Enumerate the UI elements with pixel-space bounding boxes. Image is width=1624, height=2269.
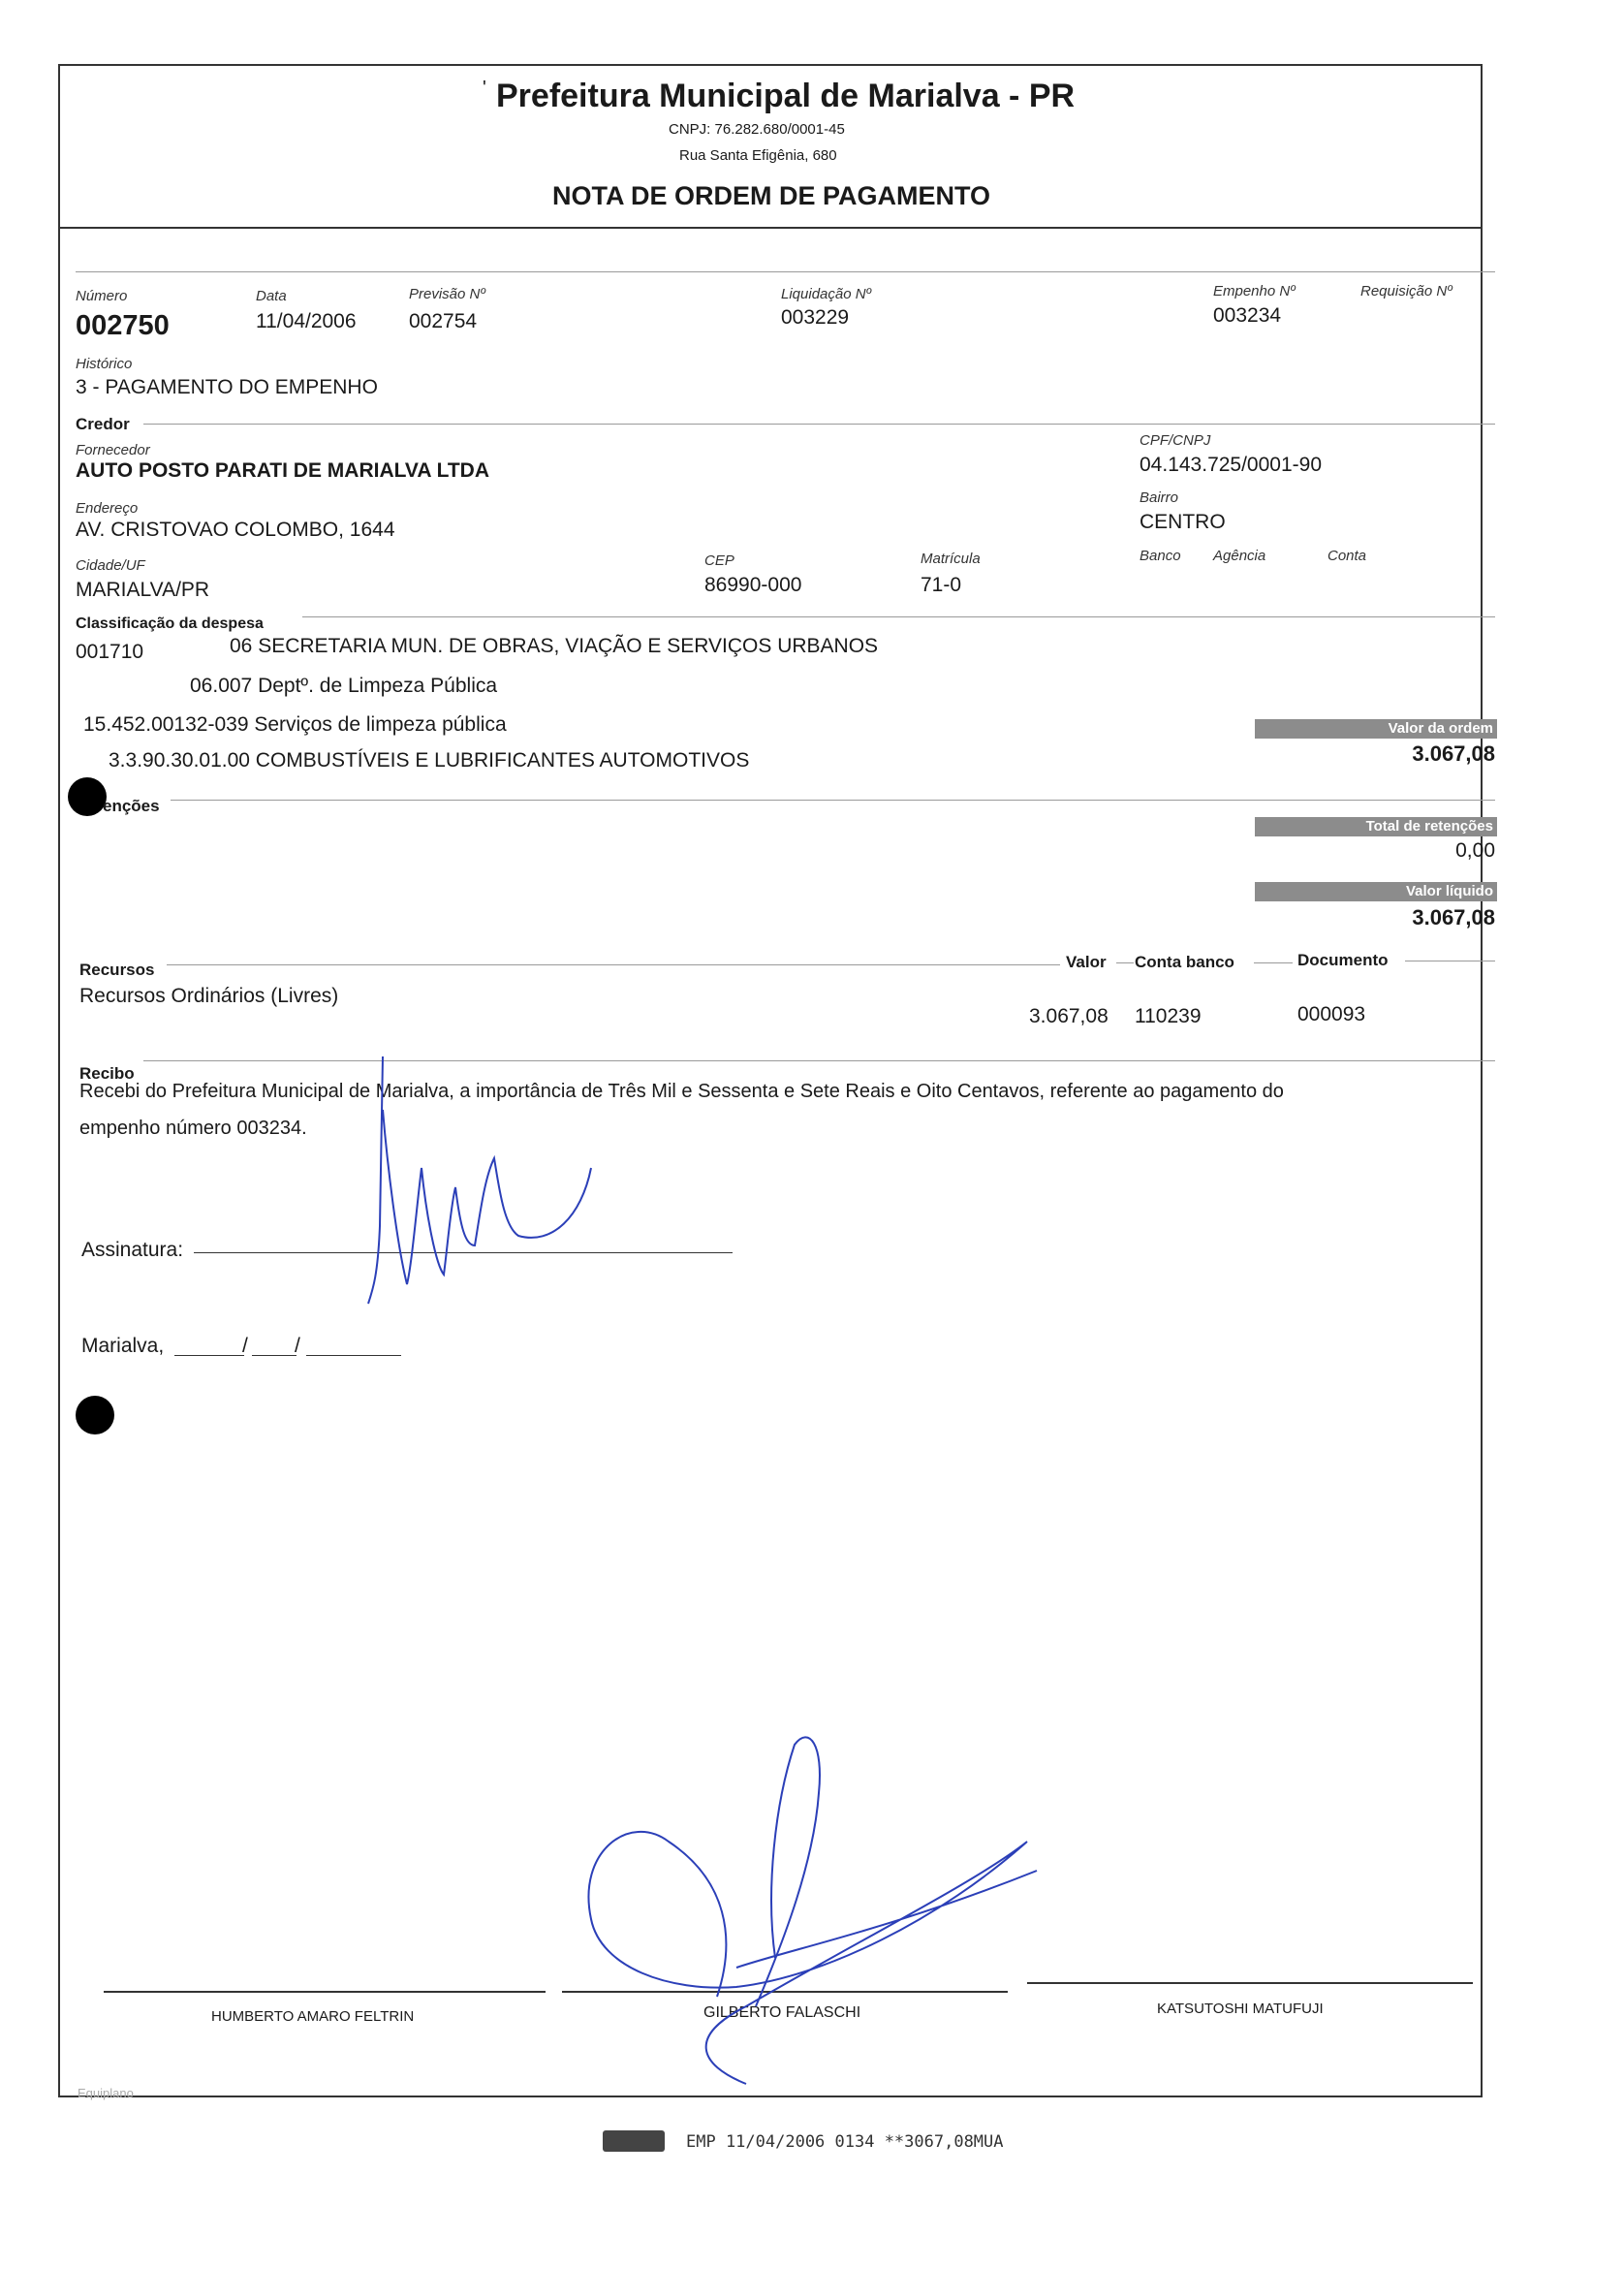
handwritten-signature-bottom [572, 1725, 1056, 2113]
header-cnpj: CNPJ: 76.282.680/0001-45 [669, 121, 845, 138]
retencoes-divider [171, 800, 1495, 801]
credor-section-title: Credor [76, 415, 130, 433]
stamp-logo [603, 2130, 665, 2152]
cidade-label: Cidade/UF [76, 557, 145, 574]
liquidacao-value: 003229 [781, 306, 850, 329]
bairro-label: Bairro [1140, 489, 1179, 506]
historico-label: Histórico [76, 356, 133, 372]
recursos-documento: 000093 [1297, 1003, 1366, 1025]
classificacao-line1: 06 SECRETARIA MUN. DE OBRAS, VIAÇÃO E SERVIÇOS URBANOS [230, 635, 879, 657]
recursos-divider-a [167, 964, 1060, 965]
signature-name-2: GILBERTO FALASCHI [703, 2004, 861, 2021]
data-label: Data [256, 288, 287, 304]
fornecedor-value: AUTO POSTO PARATI DE MARIALVA LTDA [76, 459, 489, 482]
requisicao-label: Requisição Nº [1360, 283, 1452, 299]
date-month-line[interactable] [252, 1355, 297, 1356]
header-address: Rua Santa Efigênia, 680 [679, 147, 837, 164]
date-year-line[interactable] [306, 1355, 401, 1356]
empenho-label: Empenho Nº [1213, 283, 1296, 299]
cidade-value: MARIALVA/PR [76, 579, 210, 601]
total-retencoes-bar: Total de retenções [1255, 817, 1497, 836]
recibo-section-title: Recibo [79, 1064, 135, 1083]
numero-label: Número [76, 288, 128, 304]
recibo-text-line1: Recebi do Prefeitura Municipal de Marialva, a importância de Três Mil e Sessenta e Sete Reais e Oito Centavos, referente ao pagamento do [79, 1081, 1284, 1102]
classificacao-code: 001710 [76, 641, 144, 663]
recursos-section-title: Recursos [79, 961, 155, 979]
recibo-text-line2: empenho número 003234. [79, 1118, 307, 1139]
handwritten-signature-recibo [329, 1052, 620, 1323]
recursos-valor-label: Valor [1066, 953, 1107, 971]
signature-name-3: KATSUTOSHI MATUFUJI [1157, 2001, 1324, 2017]
valor-liquido-value: 3.067,08 [1412, 905, 1495, 930]
numero-value: 002750 [76, 310, 170, 341]
page-title: Prefeitura Municipal de Marialva - PR [496, 78, 1076, 114]
agencia-label: Agência [1213, 548, 1266, 564]
endereco-label: Endereço [76, 500, 139, 517]
data-value: 11/04/2006 [256, 310, 357, 332]
header-mark: ' [483, 78, 486, 99]
punch-hole [76, 1396, 114, 1434]
classificacao-line4: 3.3.90.30.01.00 COMBUSTÍVEIS E LUBRIFICANTES AUTOMOTIVOS [109, 749, 750, 772]
matricula-label: Matrícula [921, 551, 981, 567]
signature-line-3 [1027, 1982, 1473, 1984]
conta-label: Conta [1327, 548, 1367, 564]
software-label: Equiplano [78, 2086, 134, 2100]
date-slash-1: / [242, 1335, 248, 1357]
classificacao-line2: 06.007 Deptº. de Limpeza Pública [190, 675, 498, 697]
punch-hole [68, 777, 107, 816]
assinatura-label: Assinatura: [81, 1239, 184, 1261]
credor-divider [143, 424, 1495, 425]
endereco-value: AV. CRISTOVAO COLOMBO, 1644 [76, 519, 395, 541]
cpf-value: 04.143.725/0001-90 [1140, 454, 1323, 476]
document-title: NOTA DE ORDEM DE PAGAMENTO [552, 181, 991, 210]
signature-name-1: HUMBERTO AMARO FELTRIN [211, 2008, 415, 2025]
classificacao-divider [302, 616, 1495, 617]
valor-liquido-bar: Valor líquido [1255, 882, 1497, 901]
valor-ordem-bar: Valor da ordem [1255, 719, 1497, 739]
cep-value: 86990-000 [704, 574, 802, 596]
recursos-valor: 3.067,08 [1029, 1005, 1109, 1027]
banco-label: Banco [1140, 548, 1181, 564]
retencoes-section-title: enções [103, 797, 160, 815]
previsao-label: Previsão Nº [409, 286, 485, 302]
cpf-label: CPF/CNPJ [1140, 432, 1211, 449]
ids-divider [76, 271, 1495, 272]
date-slash-2: / [295, 1335, 300, 1357]
previsao-value: 002754 [409, 310, 478, 332]
historico-value: 3 - PAGAMENTO DO EMPENHO [76, 376, 378, 398]
empenho-value: 003234 [1213, 304, 1282, 327]
fornecedor-label: Fornecedor [76, 442, 150, 458]
valor-ordem-value: 3.067,08 [1412, 741, 1495, 766]
bairro-value: CENTRO [1140, 511, 1226, 533]
local-label: Marialva, [81, 1335, 165, 1357]
header-divider [58, 227, 1483, 229]
classificacao-line3: 15.452.00132-039 Serviços de limpeza pública [83, 713, 507, 736]
signature-line-1 [104, 1991, 546, 1993]
cep-label: CEP [704, 552, 734, 569]
recursos-descricao: Recursos Ordinários (Livres) [79, 985, 339, 1007]
classificacao-section-title: Classificação da despesa [76, 615, 264, 632]
protocol-stamp: EMP 11/04/2006 0134 **3067,08MUA [686, 2132, 1004, 2152]
recursos-divider-b [1116, 962, 1134, 963]
recursos-conta-label: Conta banco [1135, 953, 1234, 971]
total-retencoes-value: 0,00 [1455, 839, 1495, 862]
recursos-conta: 110239 [1135, 1005, 1202, 1027]
liquidacao-label: Liquidação Nº [781, 286, 872, 302]
recursos-divider-c [1254, 962, 1293, 963]
recursos-documento-label: Documento [1297, 951, 1389, 969]
date-day-line[interactable] [174, 1355, 244, 1356]
matricula-value: 71-0 [921, 574, 962, 596]
